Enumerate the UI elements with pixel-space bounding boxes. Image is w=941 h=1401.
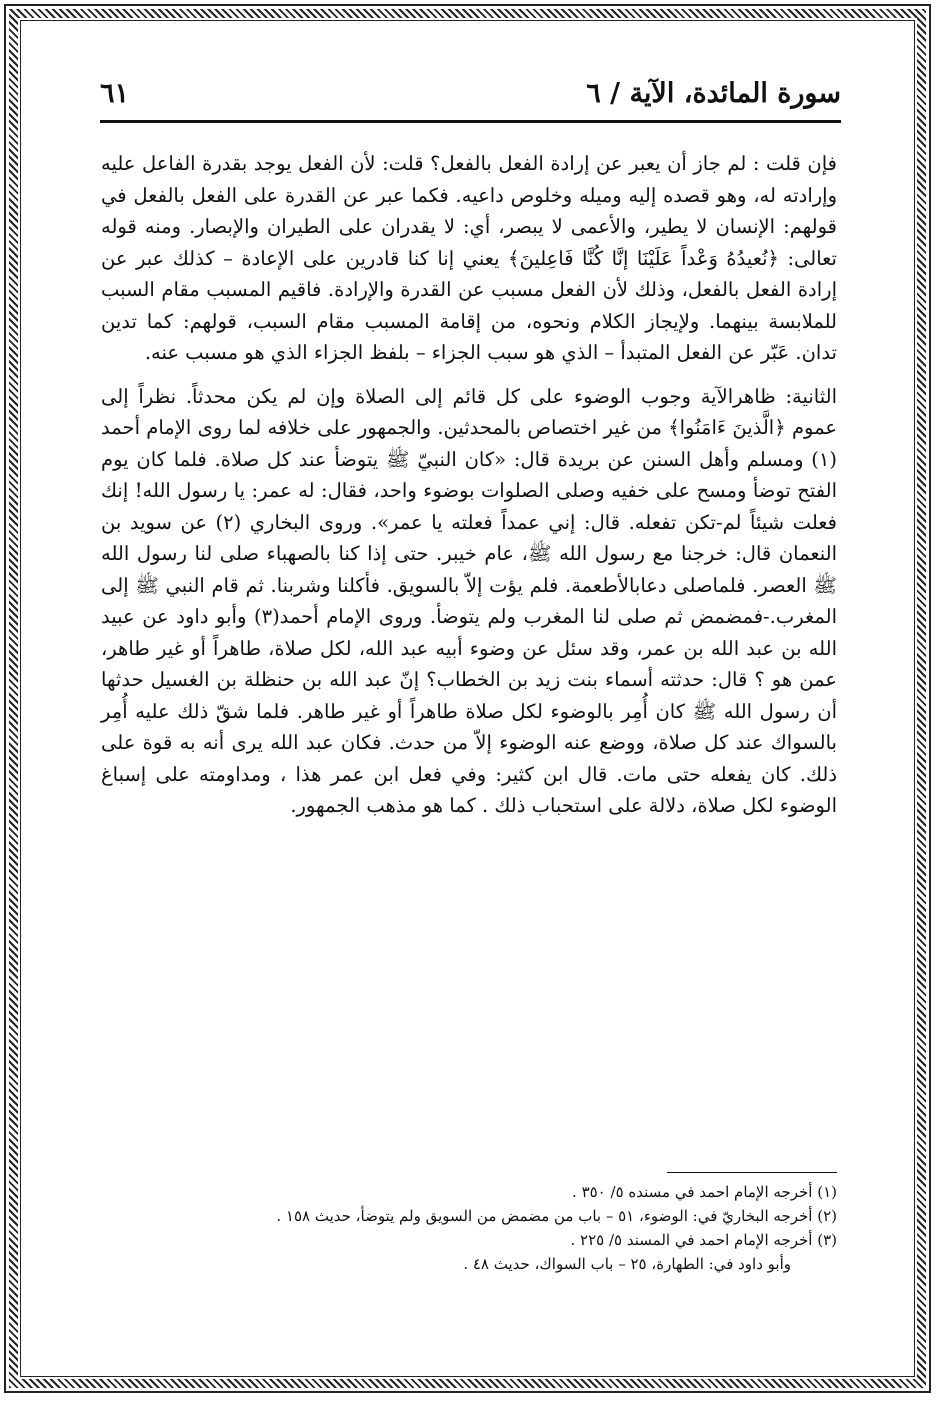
header-rule <box>100 120 841 123</box>
footnote-separator <box>667 1172 837 1173</box>
running-head: سورة المائدة، الآية / ٦ <box>586 78 841 109</box>
page-number: ٦١ <box>100 78 130 109</box>
footnote-1: (١) أخرجه الإمام احمد في مسنده ٥/ ٣٥٠ . <box>572 1183 837 1201</box>
main-text <box>101 148 837 822</box>
paragraph-2: الثانية: ظاهرالآية وجوب الوضوء على كل قائم إلى الصلاة وإن لم يكن محدثاً. نظراً إلى عموم ﴿الَّذينَ ءَامَنُوا﴾ من غير اختصاص بالمحدثين. والجمهور على خلافه لما روى الإمام أحمد (١) ومسلم وأهل السنن عن بريدة قال: «كان النبيّ ﷺ يتوضأ عند كل صلاة. فلما كان يوم الفتح توضأ ومسح على خفيه وصلى الصلوات بوضوء واحد، فقال: له عمر: يا رسول الله! إنك فعلت شيئاً لم-تكن تفعله. قال: إني عمداً فعلته يا عمر». وروى البخاري (٢) عن سويد بن النعمان قال: خرجنا مع رسول الله ﷺ، عام خيبر. حتى إذا كنا بالصهباء صلى لنا رسول الله ﷺ العصر. فلماصلى دعابالأطعمة. فلم يؤت إلاّ بالسويق. فأكلنا وشربنا. ثم قام النبي ﷺ إلى المغرب.-فمضمض ثم صلى لنا المغرب ولم يتوضأ. وروى الإمام أحمد(٣) وأبو داود عن عبيد الله بن عبد الله بن عمر، وقد سئل عن وضوء أبيه عبد الله، لكل صلاة، طاهراً أو غير طاهر، عمن هو ؟ قال: حدثته أسماء بنت زيد بن الخطاب؟ إنّ عبد الله بن حنظلة بن الغسيل حدثها أن رسول الله ﷺ كان أُمِر بالوضوء لكل صلاة طاهراً أو غير طاهر. فلما شقّ ذلك عليه أُمِر بالسواك عند كل صلاة، ووضع عنه الوضوء إلاّ من حدث. فكان عبد الله يرى أنه به قوة على ذلك. كان يفعله حتى مات. قال ابن كثير: وفي فعل ابن عمر هذا ، ومداومته على إسباغ الوضوء لكل صلاة، دلالة على استحباب ذلك . كما هو مذهب الجمهور. <box>101 384 837 817</box>
page-header <box>100 72 841 122</box>
footnote-3-continued: وأبو داود في: الطهارة، ٢٥ – باب السواك، حديث ٤٨ . <box>463 1255 791 1273</box>
footnotes <box>101 1180 837 1276</box>
paragraph-1: فإن قلت : لم جاز أن يعبر عن إرادة الفعل بالفعل؟ قلت: لأن الفعل يوجد بقدرة الفاعل عليه وإرادته له، وهو قصده إليه وميله وخلوص داعيه. فكما عبر عن القدرة على الفعل بالفعل في قولهم: الإنسان لا يطير، والأعمى لا يبصر، أي: لا يقدران على الطيران والإبصار. ومنه قوله تعالى: ﴿نُعيدُهُ وَعْداً عَلَيْنَا إنَّا كُنَّا فَاعِلينَ﴾ يعني إنا كنا قادرين على الإعادة – كذلك عبر عن إرادة الفعل بالفعل، وذلك لأن الفعل مسبب عن القدرة والإرادة. فاقيم المسبب مقام السبب للملابسة بينهما. ولإيجاز الكلام ونحوه، من إقامة المسبب مقام السبب، قولهم: كما تدين تدان. عَبّر عن الفعل المتبدأ – الذي هو سبب الجزاء – بلفظ الجزاء الذي هو مسبب عنه. <box>101 152 837 364</box>
footnote-3: (٣) أخرجه الإمام احمد في المسند ٥/ ٢٢٥ . <box>570 1231 837 1249</box>
footnote-2: (٢) أخرجه البخاريّ في: الوضوء، ٥١ – باب من مضمض من السويق ولم يتوضأ، حديث ١٥٨ . <box>276 1207 837 1225</box>
